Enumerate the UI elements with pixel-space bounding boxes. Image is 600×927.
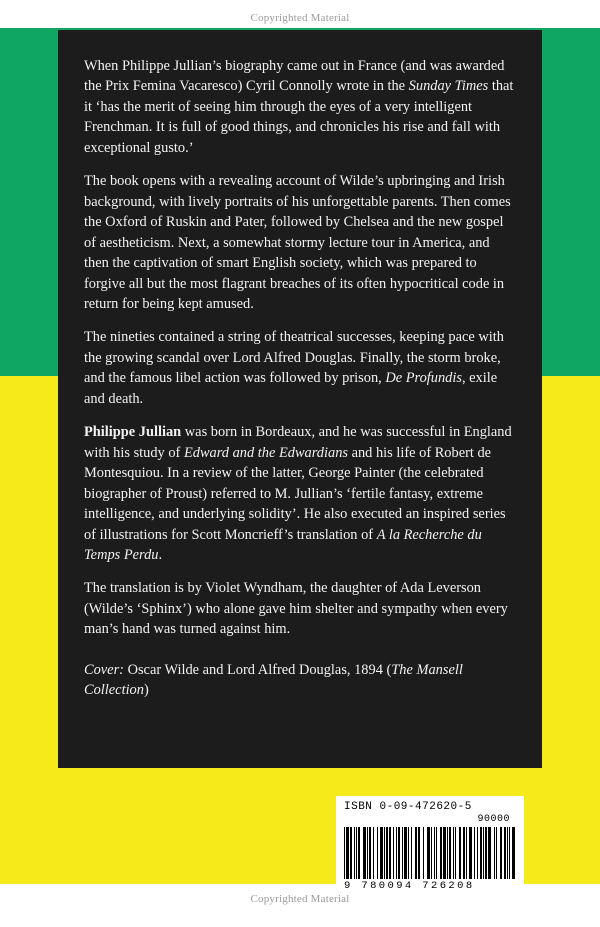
- barcode-price-code: 90000: [477, 814, 510, 826]
- barcode-isbn-text: ISBN 0-09-472620-5: [344, 801, 472, 813]
- blurb-paragraph-5: The translation is by Violet Wyndham, the daughter of Ada Leverson (Wilde’s ‘Sphinx’) who alone gave him shelter and sympathy when every man’s hand was turned against him.: [84, 580, 508, 638]
- blurb-paragraph-3: The nineties contained a string of theatrical successes, keeping pace with the growing scandal over Lord Alfred Douglas. Finally, the storm broke, and the famous libel action was followed by prison, De Profundis, exile and death.: [84, 329, 504, 407]
- barcode-bars: [344, 827, 516, 879]
- a-la-recherche-title: A la Recherche du Temps Perdu: [84, 526, 482, 563]
- mansell-collection-credit: The Mansell Collection: [84, 661, 463, 699]
- cover-artwork: [0, 28, 600, 893]
- blurb-paragraph-2: The book opens with a revealing account of Wilde’s upbringing and Irish background, with lively portraits of his unforgettable parents. Then comes the Oxford of Ruskin and Pater, followed by Chelsea and the new gospel of aestheticism. Next, a somewhat stormy lecture tour in America, and then the captivation of smart English society, which was prepared to forgive all but the most flagrant breaches of its often hypocritical code in return for being kept amused.: [84, 173, 511, 312]
- copyright-notice-bottom: Copyrighted Material: [250, 893, 350, 905]
- blurb-paragraph-1: When Philippe Jullian’s biography came out in France (and was awarded the Prix Femina Vacaresco) Cyril Connolly wrote in the Sunday Times that it ‘has the merit of seeing him through the eyes of a very intelligent Frenchman. It is full of good things, and chronicles his rise and fall with exceptional gusto.’: [84, 58, 514, 156]
- barcode-block: [336, 796, 524, 892]
- sunday-times-title: Sunday Times: [408, 78, 489, 95]
- cover-credit-label: Cover:: [84, 661, 124, 678]
- edward-and-the-edwardians-title: Edward and the Edwardians: [183, 444, 348, 461]
- blurb-paragraph-4: Philippe Jullian was born in Bordeaux, and he was successful in England with his study of Edward and the Edwardians and his life of Robert de Montesquiou. In a review of the latter, George Painter (the celebrated biographer of Proust) referred to M. Jullian’s ‘fertile fantasy, extreme intelligence, and underlying solidity’. He also executed an inspired series of illustrations for Scott Moncrieff’s translation of A la Recherche du Temps Perdu.: [84, 424, 512, 563]
- author-name: Philippe Jullian: [84, 424, 182, 441]
- blurb-panel: [58, 30, 542, 768]
- cover-credit: Cover: Oscar Wilde and Lord Alfred Douglas, 1894 (The Mansell Collection): [84, 661, 463, 699]
- barcode-digits: 9 780094 726208: [344, 880, 475, 893]
- de-profundis-title: De Profundis: [385, 370, 462, 387]
- copyright-notice-top: Copyrighted Material: [250, 12, 350, 24]
